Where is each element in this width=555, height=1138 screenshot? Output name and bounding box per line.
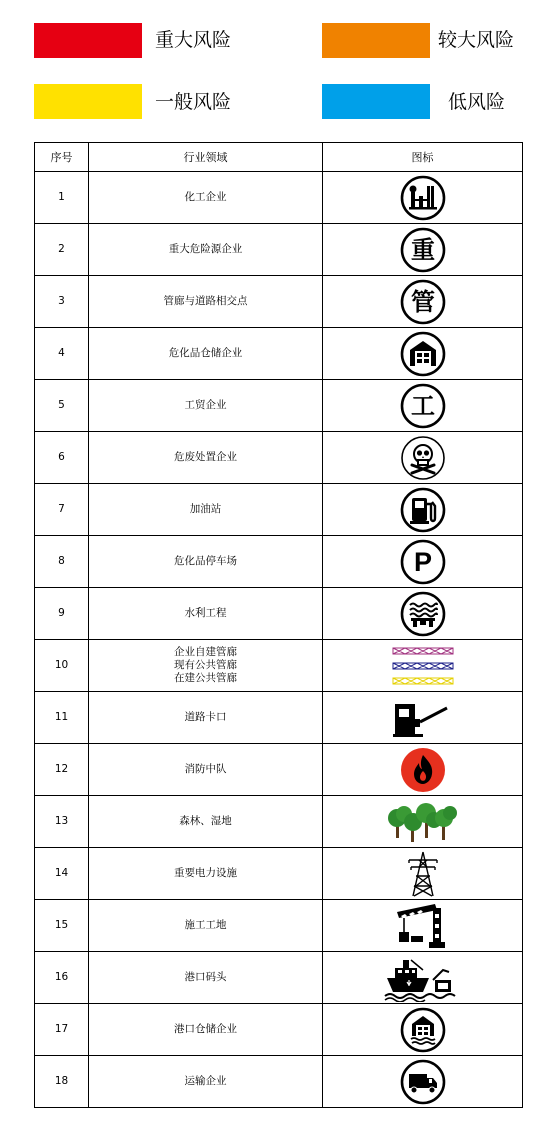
- row-number: 5: [35, 380, 89, 432]
- road-barrier-icon: [391, 696, 455, 740]
- row-sector: 危化品停车场: [89, 536, 323, 588]
- table-row: [35, 1056, 523, 1108]
- table-row: [35, 744, 523, 796]
- table-row: [35, 276, 523, 328]
- major-hazard-icon: [399, 226, 447, 274]
- pipe-line-public-existing: [393, 663, 453, 669]
- parking-glyph: P: [413, 546, 432, 577]
- row-number: 14: [35, 848, 89, 900]
- pipe-line-enterprise: [393, 648, 453, 654]
- row-sector: 道路卡口: [89, 692, 323, 744]
- header-number: 序号: [35, 143, 89, 172]
- header-icon: 图标: [323, 143, 523, 172]
- row-sector: 施工工地: [89, 900, 323, 952]
- row-sector: 重大危险源企业: [89, 224, 323, 276]
- row-number: 16: [35, 952, 89, 1004]
- table-row: [35, 1004, 523, 1056]
- table-row: [35, 848, 523, 900]
- header-sector: 行业领域: [89, 143, 323, 172]
- legend-label-large: 较大风险: [438, 29, 515, 51]
- pipe-type-public-existing: 现有公共管廊: [174, 659, 237, 671]
- row-number: 18: [35, 1056, 89, 1108]
- row-sector: 水利工程: [89, 588, 323, 640]
- row-number: 1: [35, 172, 89, 224]
- row-number: 10: [35, 640, 89, 692]
- table-row: [35, 796, 523, 848]
- table-row: [35, 640, 523, 692]
- row-number: 4: [35, 328, 89, 380]
- legend-label-general: 一般风险: [155, 91, 232, 113]
- port-ship-icon: [383, 954, 463, 1002]
- pipe-type-public-building: 在建公共管廊: [174, 672, 237, 684]
- row-sector: 工贸企业: [89, 380, 323, 432]
- major-hazard-glyph: 重: [410, 235, 435, 264]
- risk-icon-table: [34, 142, 523, 1108]
- skull-crossbones-icon: [399, 434, 447, 482]
- chemical-plant-icon: [399, 174, 447, 222]
- water-works-icon: [399, 590, 447, 638]
- legend-swatch-major: [34, 23, 142, 58]
- row-number: 17: [35, 1004, 89, 1056]
- row-number: 13: [35, 796, 89, 848]
- row-number: 7: [35, 484, 89, 536]
- row-sector: 危化品仓储企业: [89, 328, 323, 380]
- row-number: 9: [35, 588, 89, 640]
- table-row: [35, 224, 523, 276]
- pipe-line-public-building: [393, 678, 453, 684]
- legend-label-low: 低风险: [448, 91, 506, 113]
- legend-swatch-low: [322, 84, 430, 119]
- construction-crane-icon: [391, 902, 455, 950]
- parking-icon: [399, 538, 447, 586]
- legend-swatch-general: [34, 84, 142, 119]
- industry-trade-icon: [399, 382, 447, 430]
- row-number: 12: [35, 744, 89, 796]
- truck-icon: [399, 1058, 447, 1106]
- table-header-row: [35, 143, 523, 172]
- row-number: 8: [35, 536, 89, 588]
- row-sector: 加油站: [89, 484, 323, 536]
- table-row: [35, 588, 523, 640]
- row-sector: 港口仓储企业: [89, 1004, 323, 1056]
- row-sector: 运输企业: [89, 1056, 323, 1108]
- table-row: [35, 432, 523, 484]
- row-sector: 管廊与道路相交点: [89, 276, 323, 328]
- row-number: 2: [35, 224, 89, 276]
- row-number: 6: [35, 432, 89, 484]
- row-number: 11: [35, 692, 89, 744]
- power-tower-icon: [403, 850, 443, 898]
- pipe-gallery-glyph: 管: [410, 287, 435, 316]
- table-row: [35, 952, 523, 1004]
- table-row: [35, 172, 523, 224]
- table-row: [35, 484, 523, 536]
- row-sector-multiline: [89, 640, 323, 692]
- forest-icon: [387, 798, 459, 846]
- row-sector: 危废处置企业: [89, 432, 323, 484]
- port-warehouse-icon: [399, 1006, 447, 1054]
- row-number: 15: [35, 900, 89, 952]
- table-row: [35, 900, 523, 952]
- legend-swatch-large: [322, 23, 430, 58]
- row-sector: 森林、湿地: [89, 796, 323, 848]
- industry-trade-glyph: 工: [410, 391, 435, 420]
- row-sector: 消防中队: [89, 744, 323, 796]
- row-sector: 化工企业: [89, 172, 323, 224]
- table-row: [35, 328, 523, 380]
- fire-station-icon: [399, 746, 447, 794]
- table-row: [35, 380, 523, 432]
- pipe-rack-lines-icon: [391, 644, 455, 688]
- table-row: [35, 536, 523, 588]
- fuel-pump-icon: [399, 486, 447, 534]
- pipe-type-enterprise: 企业自建管廊: [174, 646, 237, 658]
- table-row: [35, 692, 523, 744]
- legend-label-major: 重大风险: [155, 29, 232, 51]
- row-sector: 重要电力设施: [89, 848, 323, 900]
- warehouse-icon: [399, 330, 447, 378]
- row-number: 3: [35, 276, 89, 328]
- pipe-gallery-icon: [399, 278, 447, 326]
- row-sector: 港口码头: [89, 952, 323, 1004]
